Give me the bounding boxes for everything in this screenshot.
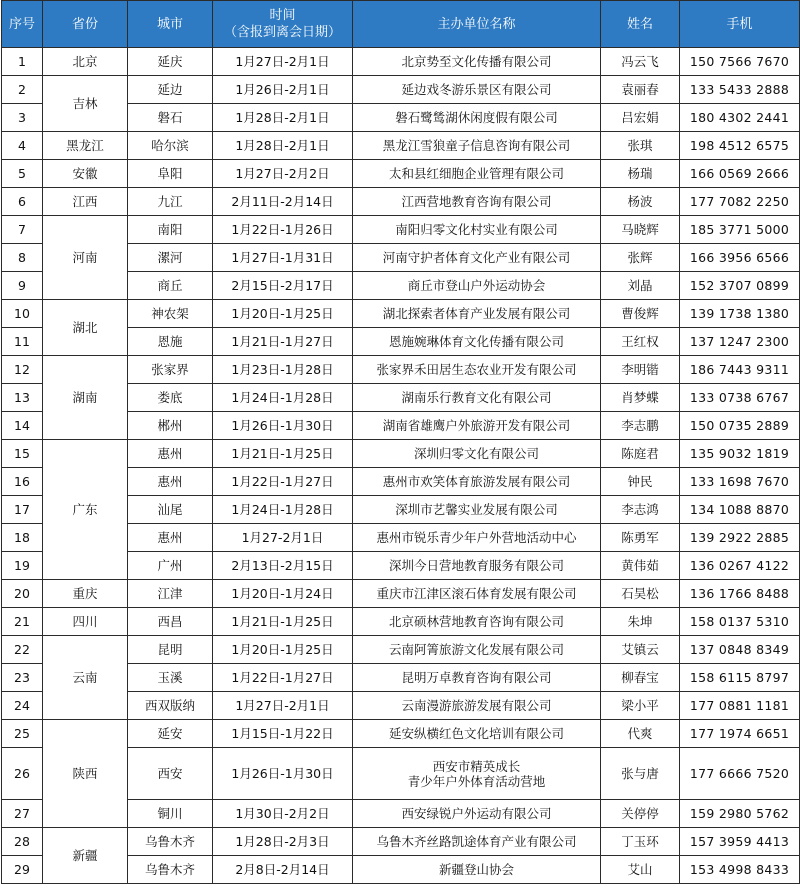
cell-seq: 1 <box>2 48 43 76</box>
cell-city: 玉溪 <box>128 664 213 692</box>
cell-city: 延边 <box>128 76 213 104</box>
cell-province: 吉林 <box>43 76 128 132</box>
cell-province: 陕西 <box>43 720 128 828</box>
cell-province: 湖南 <box>43 356 128 440</box>
cell-name: 张琪 <box>601 132 680 160</box>
cell-org: 湖北探索者体育产业发展有限公司 <box>353 300 601 328</box>
header-time-line1: 时间 <box>269 8 296 23</box>
cell-time: 1月28日-2月3日 <box>213 828 353 856</box>
cell-time: 1月24日-1月28日 <box>213 384 353 412</box>
cell-phone: 150 0735 2889 <box>680 412 800 440</box>
cell-org: 深圳今日营地教育服务有限公司 <box>353 552 601 580</box>
contact-table <box>1 0 800 884</box>
table-row <box>2 580 800 608</box>
cell-time: 1月26日-1月30日 <box>213 748 353 800</box>
table-row <box>2 608 800 636</box>
cell-name: 马晓辉 <box>601 216 680 244</box>
cell-org <box>353 748 601 800</box>
cell-seq: 22 <box>2 636 43 664</box>
cell-time: 1月20日-1月24日 <box>213 580 353 608</box>
cell-seq: 28 <box>2 828 43 856</box>
cell-phone: 186 7443 9311 <box>680 356 800 384</box>
cell-seq: 13 <box>2 384 43 412</box>
header-time-line2: （含报到离会日期） <box>223 25 341 40</box>
table-row <box>2 720 800 748</box>
cell-city: 神农架 <box>128 300 213 328</box>
cell-phone: 185 3771 5000 <box>680 216 800 244</box>
cell-province: 安徽 <box>43 160 128 188</box>
cell-phone: 198 4512 6575 <box>680 132 800 160</box>
table-row <box>2 300 800 328</box>
cell-name: 艾镇云 <box>601 636 680 664</box>
cell-seq: 25 <box>2 720 43 748</box>
cell-time: 1月20日-1月25日 <box>213 636 353 664</box>
cell-org: 乌鲁木齐丝路凯途体育产业有限公司 <box>353 828 601 856</box>
cell-org: 深圳归零文化有限公司 <box>353 440 601 468</box>
cell-phone: 139 2922 2885 <box>680 524 800 552</box>
cell-time: 1月15日-1月22日 <box>213 720 353 748</box>
cell-name: 冯云飞 <box>601 48 680 76</box>
cell-phone: 133 5433 2888 <box>680 76 800 104</box>
cell-seq: 19 <box>2 552 43 580</box>
cell-province: 北京 <box>43 48 128 76</box>
cell-seq: 23 <box>2 664 43 692</box>
cell-province: 云南 <box>43 636 128 720</box>
cell-name: 李志鹏 <box>601 412 680 440</box>
cell-province: 河南 <box>43 216 128 300</box>
cell-province: 湖北 <box>43 300 128 356</box>
cell-name: 代爽 <box>601 720 680 748</box>
cell-name: 张辉 <box>601 244 680 272</box>
cell-city: 惠州 <box>128 468 213 496</box>
cell-seq: 6 <box>2 188 43 216</box>
cell-org: 惠州市欢笑体育旅游发展有限公司 <box>353 468 601 496</box>
cell-seq: 5 <box>2 160 43 188</box>
cell-phone: 158 0137 5310 <box>680 608 800 636</box>
cell-time: 1月30日-2月2日 <box>213 800 353 828</box>
cell-phone: 159 2980 5762 <box>680 800 800 828</box>
cell-name: 钟民 <box>601 468 680 496</box>
cell-time: 1月21日-1月25日 <box>213 608 353 636</box>
cell-org: 新疆登山协会 <box>353 856 601 884</box>
cell-org: 南阳归零文化村实业有限公司 <box>353 216 601 244</box>
cell-seq: 11 <box>2 328 43 356</box>
cell-org-line2: 青少年户外体育活动营地 <box>407 773 546 789</box>
cell-org: 黑龙江雪狼童子信息咨询有限公司 <box>353 132 601 160</box>
cell-phone: 139 1738 1380 <box>680 300 800 328</box>
cell-city: 漯河 <box>128 244 213 272</box>
cell-name: 艾山 <box>601 856 680 884</box>
cell-name: 张与唐 <box>601 748 680 800</box>
cell-city: 郴州 <box>128 412 213 440</box>
cell-city: 乌鲁木齐 <box>128 828 213 856</box>
cell-org: 惠州市锐乐青少年户外营地活动中心 <box>353 524 601 552</box>
cell-seq: 10 <box>2 300 43 328</box>
cell-province: 广东 <box>43 440 128 580</box>
header-time <box>213 1 353 48</box>
cell-name: 曹俊辉 <box>601 300 680 328</box>
cell-name: 杨瑞 <box>601 160 680 188</box>
cell-city: 广州 <box>128 552 213 580</box>
cell-org: 湖南乐行教育文化有限公司 <box>353 384 601 412</box>
cell-city: 昆明 <box>128 636 213 664</box>
cell-time: 2月15日-2月17日 <box>213 272 353 300</box>
cell-city: 张家界 <box>128 356 213 384</box>
cell-city: 恩施 <box>128 328 213 356</box>
cell-phone: 177 0881 1181 <box>680 692 800 720</box>
cell-city: 哈尔滨 <box>128 132 213 160</box>
cell-city: 延安 <box>128 720 213 748</box>
cell-org: 云南阿箐旅游文化发展有限公司 <box>353 636 601 664</box>
cell-time: 1月27日-1月31日 <box>213 244 353 272</box>
cell-time: 1月21日-1月25日 <box>213 440 353 468</box>
cell-name: 李明锴 <box>601 356 680 384</box>
cell-seq: 2 <box>2 76 43 104</box>
cell-time: 1月24日-1月28日 <box>213 496 353 524</box>
cell-time: 1月27日-2月1日 <box>213 692 353 720</box>
cell-seq: 20 <box>2 580 43 608</box>
table-row <box>2 132 800 160</box>
cell-city: 延庆 <box>128 48 213 76</box>
cell-org: 深圳市艺馨实业发展有限公司 <box>353 496 601 524</box>
cell-phone: 150 7566 7670 <box>680 48 800 76</box>
cell-city: 西安 <box>128 748 213 800</box>
cell-seq: 16 <box>2 468 43 496</box>
cell-seq: 7 <box>2 216 43 244</box>
cell-city: 南阳 <box>128 216 213 244</box>
cell-time: 1月23日-1月28日 <box>213 356 353 384</box>
cell-name: 梁小平 <box>601 692 680 720</box>
cell-time: 1月21日-1月27日 <box>213 328 353 356</box>
cell-name: 吕宏娟 <box>601 104 680 132</box>
cell-city: 商丘 <box>128 272 213 300</box>
cell-phone: 136 0267 4122 <box>680 552 800 580</box>
cell-city: 汕尾 <box>128 496 213 524</box>
header-phone: 手机 <box>680 1 800 48</box>
cell-org: 磐石鹭鸶湖休闲度假有限公司 <box>353 104 601 132</box>
cell-phone: 153 4998 8433 <box>680 856 800 884</box>
cell-name: 柳春宝 <box>601 664 680 692</box>
cell-org: 河南守护者体育文化产业有限公司 <box>353 244 601 272</box>
cell-org-line1: 西安市精英成长 <box>432 758 521 774</box>
cell-time: 1月27日-2月1日 <box>213 48 353 76</box>
cell-city: 九江 <box>128 188 213 216</box>
cell-org: 延安纵横红色文化培训有限公司 <box>353 720 601 748</box>
cell-name: 李志鸿 <box>601 496 680 524</box>
cell-time: 2月8日-2月14日 <box>213 856 353 884</box>
cell-phone: 166 0569 2666 <box>680 160 800 188</box>
table-row <box>2 76 800 104</box>
header-city: 城市 <box>128 1 213 48</box>
cell-phone: 133 1698 7670 <box>680 468 800 496</box>
cell-org: 江西营地教育咨询有限公司 <box>353 188 601 216</box>
cell-phone: 137 1247 2300 <box>680 328 800 356</box>
cell-org: 太和县红细胞企业管理有限公司 <box>353 160 601 188</box>
cell-time: 1月26日-2月1日 <box>213 76 353 104</box>
cell-phone: 180 4302 2441 <box>680 104 800 132</box>
cell-seq: 9 <box>2 272 43 300</box>
cell-time: 1月22日-1月27日 <box>213 664 353 692</box>
header-province: 省份 <box>43 1 128 48</box>
table-row <box>2 356 800 384</box>
cell-phone: 137 0848 8349 <box>680 636 800 664</box>
cell-time: 1月22日-1月26日 <box>213 216 353 244</box>
cell-name: 关停停 <box>601 800 680 828</box>
table-row <box>2 440 800 468</box>
cell-name: 袁丽春 <box>601 76 680 104</box>
cell-org: 北京势至文化传播有限公司 <box>353 48 601 76</box>
cell-seq: 15 <box>2 440 43 468</box>
cell-seq: 27 <box>2 800 43 828</box>
cell-phone: 133 0738 6767 <box>680 384 800 412</box>
cell-time: 1月28日-2月1日 <box>213 132 353 160</box>
cell-name: 陈庭君 <box>601 440 680 468</box>
cell-seq: 18 <box>2 524 43 552</box>
cell-name: 刘晶 <box>601 272 680 300</box>
cell-city: 西双版纳 <box>128 692 213 720</box>
cell-phone: 177 7082 2250 <box>680 188 800 216</box>
cell-city: 惠州 <box>128 440 213 468</box>
cell-org: 昆明万卓教育咨询有限公司 <box>353 664 601 692</box>
cell-phone: 166 3956 6566 <box>680 244 800 272</box>
table-row <box>2 636 800 664</box>
cell-phone: 134 1088 8870 <box>680 496 800 524</box>
cell-province: 重庆 <box>43 580 128 608</box>
cell-name: 石昊松 <box>601 580 680 608</box>
cell-phone: 158 6115 8797 <box>680 664 800 692</box>
cell-org: 云南漫游旅游发展有限公司 <box>353 692 601 720</box>
cell-name: 肖梦蝶 <box>601 384 680 412</box>
header-row <box>2 1 800 48</box>
cell-name: 陈勇军 <box>601 524 680 552</box>
cell-time: 2月13日-2月15日 <box>213 552 353 580</box>
cell-time: 1月27-2月1日 <box>213 524 353 552</box>
table-row <box>2 216 800 244</box>
cell-org: 恩施婉琳体育文化传播有限公司 <box>353 328 601 356</box>
cell-time: 1月22日-1月27日 <box>213 468 353 496</box>
cell-org: 商丘市登山户外运动协会 <box>353 272 601 300</box>
table-row <box>2 828 800 856</box>
cell-city: 乌鲁木齐 <box>128 856 213 884</box>
cell-phone: 152 3707 0899 <box>680 272 800 300</box>
cell-phone: 177 1974 6651 <box>680 720 800 748</box>
cell-time: 1月28日-2月1日 <box>213 104 353 132</box>
cell-phone: 135 9032 1819 <box>680 440 800 468</box>
cell-org: 湖南省雄鹰户外旅游开发有限公司 <box>353 412 601 440</box>
cell-province: 黑龙江 <box>43 132 128 160</box>
cell-org: 北京硕林营地教育咨询有限公司 <box>353 608 601 636</box>
header-name: 姓名 <box>601 1 680 48</box>
cell-phone: 157 3959 4413 <box>680 828 800 856</box>
cell-name: 杨波 <box>601 188 680 216</box>
cell-name: 黄伟茹 <box>601 552 680 580</box>
cell-phone: 177 6666 7520 <box>680 748 800 800</box>
cell-province: 新疆 <box>43 828 128 884</box>
cell-name: 朱坤 <box>601 608 680 636</box>
header-seq: 序号 <box>2 1 43 48</box>
header-org: 主办单位名称 <box>353 1 601 48</box>
cell-seq: 17 <box>2 496 43 524</box>
cell-seq: 14 <box>2 412 43 440</box>
cell-time: 1月20日-1月25日 <box>213 300 353 328</box>
cell-seq: 3 <box>2 104 43 132</box>
cell-org: 张家界禾田居生态农业开发有限公司 <box>353 356 601 384</box>
cell-time: 1月27日-2月2日 <box>213 160 353 188</box>
cell-org: 重庆市江津区滚石体育发展有限公司 <box>353 580 601 608</box>
cell-name: 丁玉环 <box>601 828 680 856</box>
cell-seq: 29 <box>2 856 43 884</box>
cell-city: 西昌 <box>128 608 213 636</box>
table-row <box>2 188 800 216</box>
cell-city: 娄底 <box>128 384 213 412</box>
cell-name: 王红权 <box>601 328 680 356</box>
cell-org: 西安绿锐户外运动有限公司 <box>353 800 601 828</box>
cell-city: 江津 <box>128 580 213 608</box>
cell-seq: 26 <box>2 748 43 800</box>
table-row <box>2 160 800 188</box>
cell-seq: 24 <box>2 692 43 720</box>
cell-province: 四川 <box>43 608 128 636</box>
cell-seq: 12 <box>2 356 43 384</box>
table-row <box>2 48 800 76</box>
cell-seq: 21 <box>2 608 43 636</box>
cell-city: 磐石 <box>128 104 213 132</box>
cell-seq: 4 <box>2 132 43 160</box>
cell-city: 铜川 <box>128 800 213 828</box>
cell-seq: 8 <box>2 244 43 272</box>
cell-time: 1月26日-1月30日 <box>213 412 353 440</box>
cell-time: 2月11日-2月14日 <box>213 188 353 216</box>
cell-org: 延边戏冬游乐景区有限公司 <box>353 76 601 104</box>
cell-city: 惠州 <box>128 524 213 552</box>
cell-phone: 136 1766 8488 <box>680 580 800 608</box>
cell-province: 江西 <box>43 188 128 216</box>
cell-city: 阜阳 <box>128 160 213 188</box>
